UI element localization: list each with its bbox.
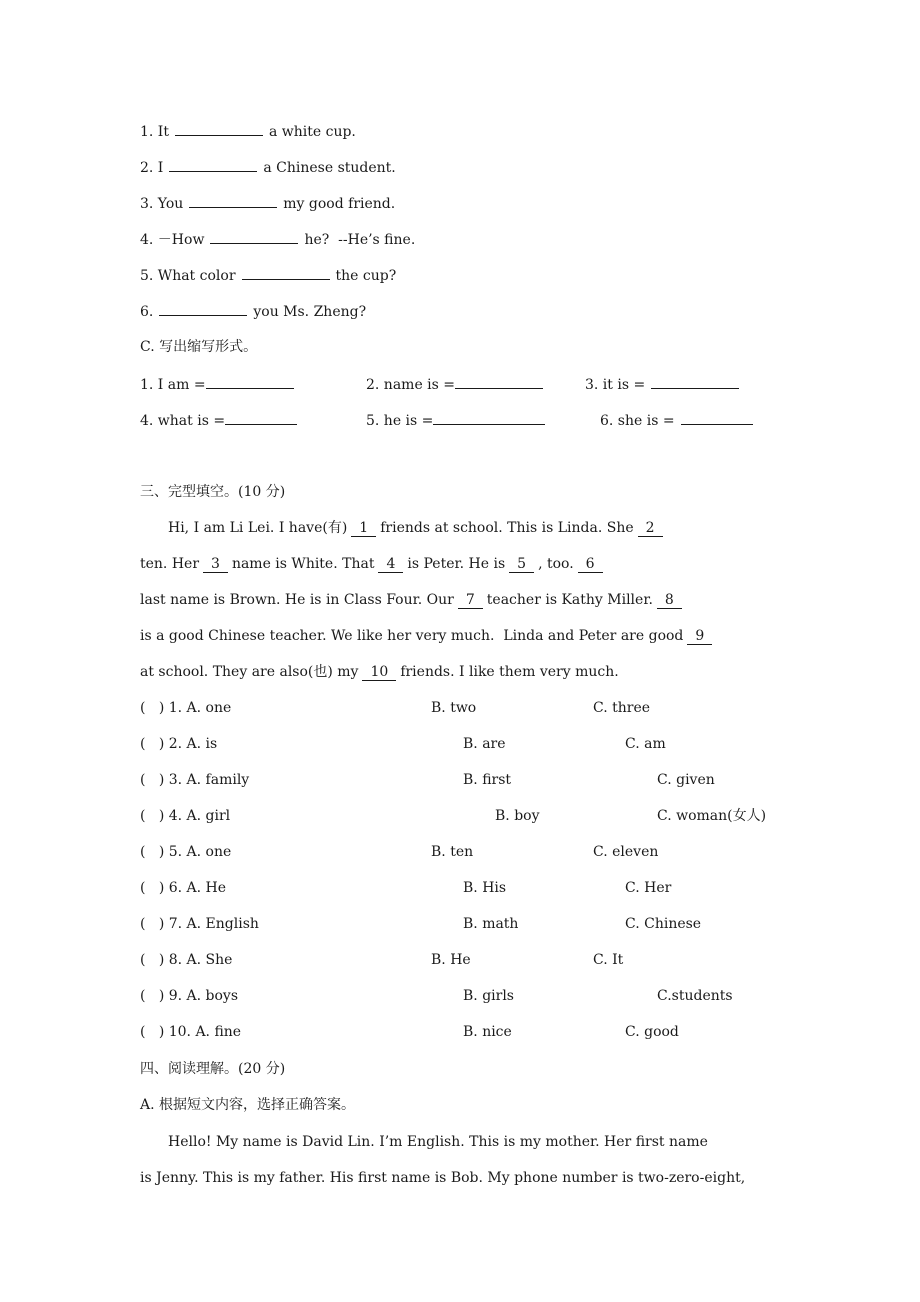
passage-text: friends. I like them very much. — [400, 664, 619, 680]
cloze-blank-2[interactable]: 2 — [638, 520, 663, 537]
cloze-line-3 — [140, 590, 686, 610]
answer-blank[interactable] — [433, 409, 545, 425]
question-1-stem[interactable]: ( ) 1. A. one — [140, 700, 232, 716]
contraction-label: 3. it is = — [585, 377, 646, 393]
section-4-title: 四、阅读理解。(20 分) — [140, 1061, 286, 1077]
question-4-option-c[interactable]: C. woman(女人) — [657, 808, 767, 824]
contraction-label: 6. she is = — [600, 413, 675, 429]
section-3-title: 三、完型填空。(10 分) — [140, 484, 286, 500]
fill-item-prefix: 4. －How — [140, 232, 205, 248]
question-10-option-c[interactable]: C. good — [625, 1024, 679, 1040]
question-8-stem[interactable]: ( ) 8. A. She — [140, 952, 233, 968]
contraction-label: 2. name is = — [366, 377, 456, 393]
passage-text: name is White. That — [231, 556, 375, 572]
cloze-line-5 — [140, 662, 619, 682]
question-8-option-c[interactable]: C. It — [593, 952, 624, 968]
contraction-label: 1. I am = — [140, 377, 206, 393]
cloze-blank-4[interactable]: 4 — [378, 556, 403, 573]
question-5-option-c[interactable]: C. eleven — [593, 844, 659, 860]
question-1-option-c[interactable]: C. three — [593, 700, 651, 716]
passage-text: ten. Her — [140, 556, 200, 572]
cloze-blank-8[interactable]: 8 — [657, 592, 682, 609]
answer-blank[interactable] — [175, 120, 263, 136]
fill-item-suffix: a white cup. — [268, 124, 356, 140]
question-10-stem[interactable]: ( ) 10. A. fine — [140, 1024, 242, 1040]
cloze-blank-7[interactable]: 7 — [458, 592, 483, 609]
contraction-item-6 — [600, 409, 759, 431]
cloze-blank-1[interactable]: 1 — [351, 520, 376, 537]
fill-item-6 — [140, 300, 366, 322]
question-2-stem[interactable]: ( ) 2. A. is — [140, 736, 218, 752]
contraction-item-1 — [140, 373, 300, 395]
answer-blank[interactable] — [189, 192, 277, 208]
contraction-item-3 — [585, 373, 745, 395]
cloze-blank-3[interactable]: 3 — [203, 556, 228, 573]
question-10-option-b[interactable]: B. nice — [463, 1024, 512, 1040]
answer-blank[interactable] — [225, 409, 297, 425]
question-7-option-c[interactable]: C. Chinese — [625, 916, 702, 932]
question-6-option-b[interactable]: B. His — [463, 880, 507, 896]
fill-item-suffix: he? --He’s fine. — [304, 232, 416, 248]
cloze-line-2 — [140, 554, 607, 574]
cloze-blank-5[interactable]: 5 — [509, 556, 534, 573]
question-6-option-c[interactable]: C. Her — [625, 880, 672, 896]
passage-text: at school. They are also(也) my — [140, 664, 359, 680]
question-7-stem[interactable]: ( ) 7. A. English — [140, 916, 259, 932]
section-4-subtitle-a: A. 根据短文内容，选择正确答案。 — [140, 1097, 356, 1113]
question-2-option-c[interactable]: C. am — [625, 736, 666, 752]
reading-passage-line-2: is Jenny. This is my father. His first name is Bob. My phone number is two-zero-eight, — [140, 1170, 746, 1186]
fill-item-suffix: a Chinese student. — [263, 160, 396, 176]
answer-blank[interactable] — [206, 373, 294, 389]
contraction-label: 5. he is = — [366, 413, 434, 429]
question-3-option-b[interactable]: B. first — [463, 772, 512, 788]
question-5-option-b[interactable]: B. ten — [431, 844, 474, 860]
fill-item-4 — [140, 228, 415, 250]
question-1-option-b[interactable]: B. two — [431, 700, 477, 716]
answer-blank[interactable] — [169, 156, 257, 172]
answer-blank[interactable] — [210, 228, 298, 244]
passage-text: is Peter. He is — [407, 556, 506, 572]
passage-text: , too. — [538, 556, 574, 572]
question-3-option-c[interactable]: C. given — [657, 772, 715, 788]
question-8-option-b[interactable]: B. He — [431, 952, 471, 968]
answer-blank[interactable] — [159, 300, 247, 316]
answer-blank[interactable] — [455, 373, 543, 389]
section-c-title: C. 写出缩写形式。 — [140, 339, 258, 355]
passage-text: is a good Chinese teacher. We like her very much. Linda and Peter are good — [140, 628, 684, 644]
question-9-stem[interactable]: ( ) 9. A. boys — [140, 988, 239, 1004]
question-4-option-b[interactable]: B. boy — [495, 808, 540, 824]
cloze-blank-9[interactable]: 9 — [687, 628, 712, 645]
fill-item-prefix: 2. I — [140, 160, 164, 176]
cloze-blank-6[interactable]: 6 — [578, 556, 603, 573]
passage-text: last name is Brown. He is in Class Four. Our — [140, 592, 454, 608]
fill-item-1 — [140, 120, 356, 142]
fill-item-suffix: you Ms. Zheng? — [253, 304, 367, 320]
answer-blank[interactable] — [242, 264, 330, 280]
question-3-stem[interactable]: ( ) 3. A. family — [140, 772, 250, 788]
answer-blank[interactable] — [681, 409, 753, 425]
question-4-stem[interactable]: ( ) 4. A. girl — [140, 808, 231, 824]
fill-item-3 — [140, 192, 395, 214]
fill-item-prefix: 6. — [140, 304, 154, 320]
passage-text: Hi, I am Li Lei. I have(有) — [168, 520, 348, 536]
fill-item-prefix: 3. You — [140, 196, 184, 212]
contraction-item-4 — [140, 409, 303, 431]
question-6-stem[interactable]: ( ) 6. A. He — [140, 880, 227, 896]
question-9-option-b[interactable]: B. girls — [463, 988, 514, 1004]
cloze-line-1 — [168, 518, 667, 538]
question-7-option-b[interactable]: B. math — [463, 916, 519, 932]
contraction-label: 4. what is = — [140, 413, 226, 429]
contraction-item-5 — [366, 409, 551, 431]
reading-passage-line-1: Hello! My name is David Lin. I’m English. This is my mother. Her first name — [168, 1134, 708, 1150]
passage-text: teacher is Kathy Miller. — [486, 592, 653, 608]
question-9-option-c[interactable]: C.students — [657, 988, 733, 1004]
question-5-stem[interactable]: ( ) 5. A. one — [140, 844, 232, 860]
question-2-option-b[interactable]: B. are — [463, 736, 506, 752]
cloze-blank-10[interactable]: 10 — [362, 664, 396, 681]
fill-item-prefix: 5. What color — [140, 268, 236, 284]
fill-item-5 — [140, 264, 396, 286]
fill-item-2 — [140, 156, 396, 178]
answer-blank[interactable] — [651, 373, 739, 389]
fill-item-prefix: 1. It — [140, 124, 169, 140]
contraction-item-2 — [366, 373, 549, 395]
cloze-line-4 — [140, 626, 716, 646]
fill-item-suffix: my good friend. — [283, 196, 396, 212]
fill-item-suffix: the cup? — [335, 268, 397, 284]
passage-text: friends at school. This is Linda. She — [380, 520, 634, 536]
